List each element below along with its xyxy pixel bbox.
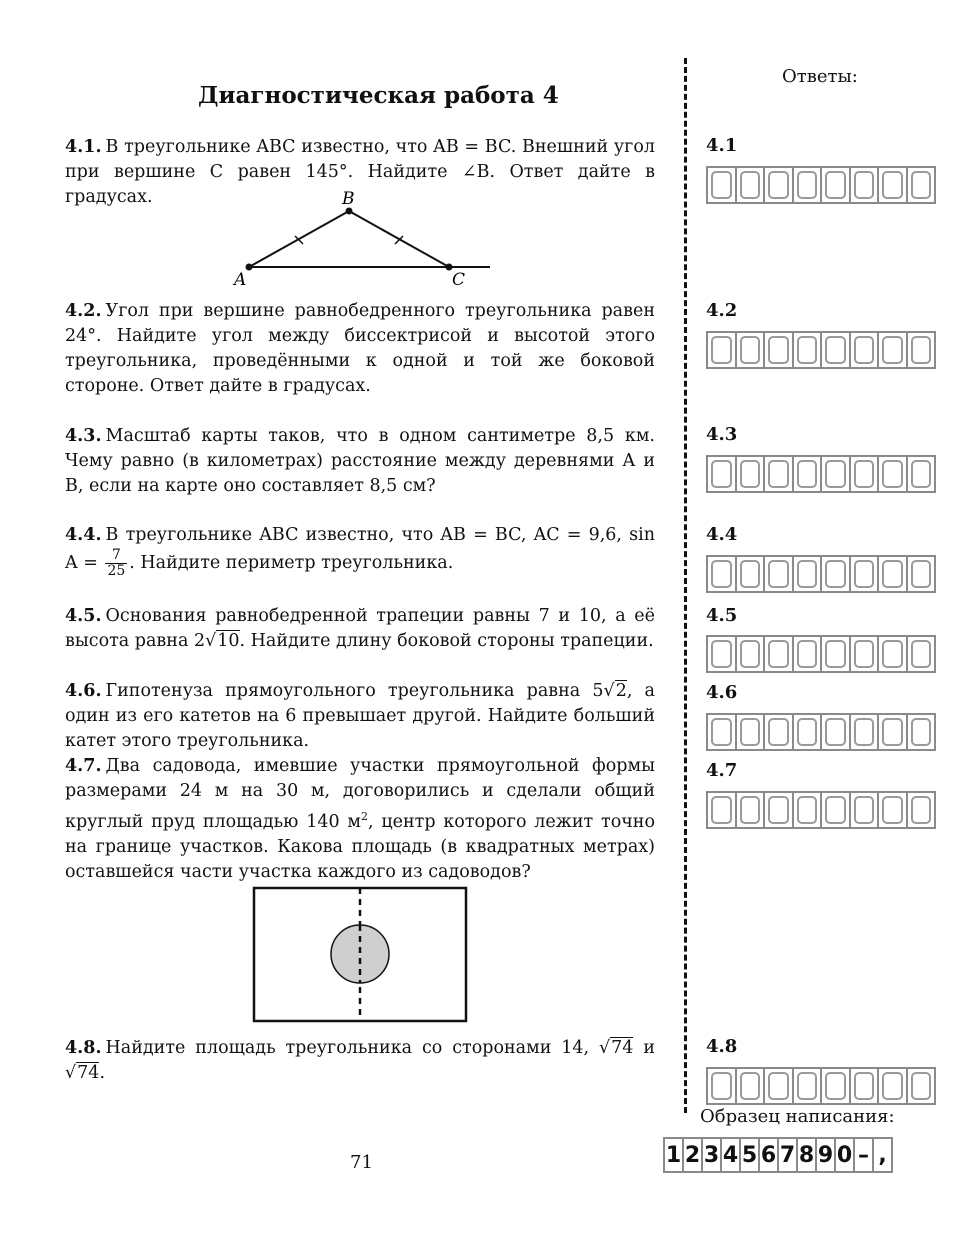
answer-cell[interactable]	[706, 791, 737, 829]
answer-label-4-1: 4.1	[706, 135, 738, 156]
answer-cell[interactable]	[735, 791, 766, 829]
answer-cell[interactable]	[877, 166, 908, 204]
sqrt-value: 74	[611, 1038, 634, 1058]
problem-number: 4.3.	[65, 426, 102, 446]
problem-text: В треугольнике ABC известно, что AB = BC. Внешний угол при вершине C равен 145°. Найдите ∠B. Ответ дайте в градусах.	[65, 137, 655, 207]
answer-grid-4-2[interactable]	[706, 331, 934, 369]
answer-grid-4-7[interactable]	[706, 791, 934, 829]
problem-number: 4.6.	[65, 681, 102, 701]
answer-cell[interactable]	[849, 331, 880, 369]
problem-text: Гипотенуза прямоугольного треугольника равна 5√	[105, 681, 615, 701]
problem-number: 4.8.	[65, 1038, 102, 1058]
answer-cell[interactable]	[820, 555, 851, 593]
sqrt-value: 2	[615, 681, 627, 701]
problem-text-tail: , центр которого лежит точно на границе участков. Какова площадь (в квадратных метрах) оставшейся части участка каждого из садоводов?	[65, 811, 655, 882]
answer-cell[interactable]	[792, 166, 823, 204]
answer-cell[interactable]	[735, 331, 766, 369]
answer-cell[interactable]	[877, 555, 908, 593]
answer-cell[interactable]	[877, 1067, 908, 1105]
answer-cell[interactable]	[877, 635, 908, 673]
answer-cell[interactable]	[735, 713, 766, 751]
answer-cell[interactable]	[849, 555, 880, 593]
answers-heading: Ответы:	[782, 66, 858, 87]
problem-number: 4.2.	[65, 301, 102, 321]
answer-cell[interactable]	[792, 555, 823, 593]
problem-4-4	[65, 523, 655, 579]
answer-cell[interactable]	[906, 791, 937, 829]
fraction-numerator: 7	[105, 548, 127, 564]
vertex-label-c: C	[452, 270, 466, 290]
sample-char: 6	[758, 1137, 779, 1173]
answer-cell[interactable]	[820, 331, 851, 369]
sqrt-value: 74	[77, 1063, 100, 1083]
answer-cell[interactable]	[735, 166, 766, 204]
problem-number: 4.4.	[65, 525, 102, 545]
answer-cell[interactable]	[849, 166, 880, 204]
answer-cell[interactable]	[877, 713, 908, 751]
answer-grid-4-4[interactable]	[706, 555, 934, 593]
answer-label-4-4: 4.4	[706, 524, 738, 545]
answer-cell[interactable]	[735, 455, 766, 493]
sample-char: 4	[720, 1137, 741, 1173]
superscript: 2	[361, 810, 369, 823]
triangle-figure	[225, 186, 495, 290]
answer-cell[interactable]	[906, 635, 937, 673]
answer-grid-4-8[interactable]	[706, 1067, 934, 1105]
answer-cell[interactable]	[820, 1067, 851, 1105]
sample-char: ,	[872, 1137, 893, 1173]
answer-cell[interactable]	[849, 455, 880, 493]
answer-cell[interactable]	[792, 713, 823, 751]
answer-cell[interactable]	[792, 791, 823, 829]
answer-grid-4-5[interactable]	[706, 635, 934, 673]
sample-char: 8	[796, 1137, 817, 1173]
answer-cell[interactable]	[906, 1067, 937, 1105]
answer-grid-4-1[interactable]	[706, 166, 934, 204]
sample-char: 1	[663, 1137, 684, 1173]
answer-label-4-6: 4.6	[706, 682, 738, 703]
answer-cell[interactable]	[763, 166, 794, 204]
answer-cell[interactable]	[763, 555, 794, 593]
answer-cell[interactable]	[792, 635, 823, 673]
answer-cell[interactable]	[906, 166, 937, 204]
vertex-label-b: B	[342, 189, 355, 209]
answer-label-4-8: 4.8	[706, 1036, 738, 1057]
answer-cell[interactable]	[792, 1067, 823, 1105]
answer-cell[interactable]	[763, 635, 794, 673]
problem-4-8	[65, 1036, 655, 1086]
sample-char: 3	[701, 1137, 722, 1173]
problem-text: Основания равнобедренной трапеции равны 7 и 10, а её высота равна 2√	[65, 606, 655, 651]
fraction-denominator: 25	[107, 563, 126, 579]
answer-label-4-7: 4.7	[706, 760, 738, 781]
answer-cell[interactable]	[820, 635, 851, 673]
sample-digits	[663, 1137, 891, 1173]
page-title: Диагностическая работа 4	[198, 82, 559, 109]
answer-cell[interactable]	[735, 1067, 766, 1105]
answer-cell[interactable]	[877, 455, 908, 493]
answer-grid-4-6[interactable]	[706, 713, 934, 751]
answer-cell[interactable]	[820, 713, 851, 751]
problem-text: Масштаб карты таков, что в одном сантиметре 8,5 км. Чему равно (в километрах) расстояние между деревнями А и В, если на карте оно составляет 8,5 см?	[65, 426, 655, 496]
answer-cell[interactable]	[735, 555, 766, 593]
problem-4-5	[65, 604, 655, 654]
answer-cell[interactable]	[763, 713, 794, 751]
answer-cell[interactable]	[792, 455, 823, 493]
answer-cell[interactable]	[706, 455, 737, 493]
problem-4-3	[65, 424, 655, 499]
answer-label-4-5: 4.5	[706, 605, 738, 626]
plots-figure	[250, 884, 470, 1024]
problem-text: Найдите площадь треугольника со сторонами 14, √	[105, 1038, 611, 1058]
answer-cell[interactable]	[877, 331, 908, 369]
answer-cell[interactable]	[906, 555, 937, 593]
answer-cell[interactable]	[906, 455, 937, 493]
answer-cell[interactable]	[849, 1067, 880, 1105]
answer-cell[interactable]	[763, 1067, 794, 1105]
problem-text-tail: . Найдите длину боковой стороны трапеции.	[239, 631, 654, 651]
answer-cell[interactable]	[820, 791, 851, 829]
answer-cell[interactable]	[763, 331, 794, 369]
answer-grid-4-3[interactable]	[706, 455, 934, 493]
problem-4-2	[65, 299, 655, 399]
page-number: 71	[350, 1152, 373, 1173]
answer-cell[interactable]	[763, 455, 794, 493]
problem-text-tail: .	[99, 1063, 106, 1083]
problem-number: 4.7.	[65, 756, 102, 776]
problem-text: В треугольнике ABC известно, что AB = BC, AC = 9,6, sin A =	[65, 525, 655, 573]
sample-char: 9	[815, 1137, 836, 1173]
fraction	[105, 548, 127, 579]
problem-number: 4.1.	[65, 137, 102, 157]
vertex-label-a: A	[234, 270, 247, 290]
sample-char: 2	[682, 1137, 703, 1173]
answer-label-4-2: 4.2	[706, 300, 738, 321]
problem-text-mid: и √	[65, 1038, 655, 1083]
problem-4-6	[65, 679, 655, 754]
answer-label-4-3: 4.3	[706, 424, 738, 445]
answer-cell[interactable]	[906, 713, 937, 751]
problem-text: Два садовода, имевшие участки прямоугольной формы размерами 24 м на 30 м, договорились и сделали общий круглый пруд площадью 140 м	[65, 756, 655, 832]
problem-text: Угол при вершине равнобедренного треугольника равен 24°. Найдите угол между биссектрисой и высотой этого треугольника, проведёнными к одной и той же боковой стороне. Ответ дайте в градусах.	[65, 301, 655, 396]
answer-cell[interactable]	[849, 635, 880, 673]
problem-number: 4.5.	[65, 606, 102, 626]
sample-char: 7	[777, 1137, 798, 1173]
answer-cell[interactable]	[877, 791, 908, 829]
sample-char: 5	[739, 1137, 760, 1173]
answer-cell[interactable]	[849, 713, 880, 751]
sample-char: –	[853, 1137, 874, 1173]
problem-text-tail: , а один из его катетов на 6 превышает другой. Найдите больший катет этого треугольника.	[65, 681, 655, 751]
answer-cell[interactable]	[735, 635, 766, 673]
sample-char: 0	[834, 1137, 855, 1173]
sample-label: Образец написания:	[700, 1106, 895, 1127]
dashed-divider	[684, 58, 687, 1113]
sqrt-value: 10	[217, 631, 240, 651]
answer-cell[interactable]	[706, 635, 737, 673]
answer-cell[interactable]	[820, 166, 851, 204]
answer-cell[interactable]	[706, 1067, 737, 1105]
answer-cell[interactable]	[763, 791, 794, 829]
answer-cell[interactable]	[849, 791, 880, 829]
problem-4-7	[65, 754, 655, 885]
answer-cell[interactable]	[820, 455, 851, 493]
answer-cell[interactable]	[706, 331, 737, 369]
answer-cell[interactable]	[706, 713, 737, 751]
problem-text-tail: . Найдите периметр треугольника.	[129, 553, 454, 573]
answer-cell[interactable]	[706, 555, 737, 593]
answer-cell[interactable]	[792, 331, 823, 369]
answer-cell[interactable]	[906, 331, 937, 369]
answer-cell[interactable]	[706, 166, 737, 204]
